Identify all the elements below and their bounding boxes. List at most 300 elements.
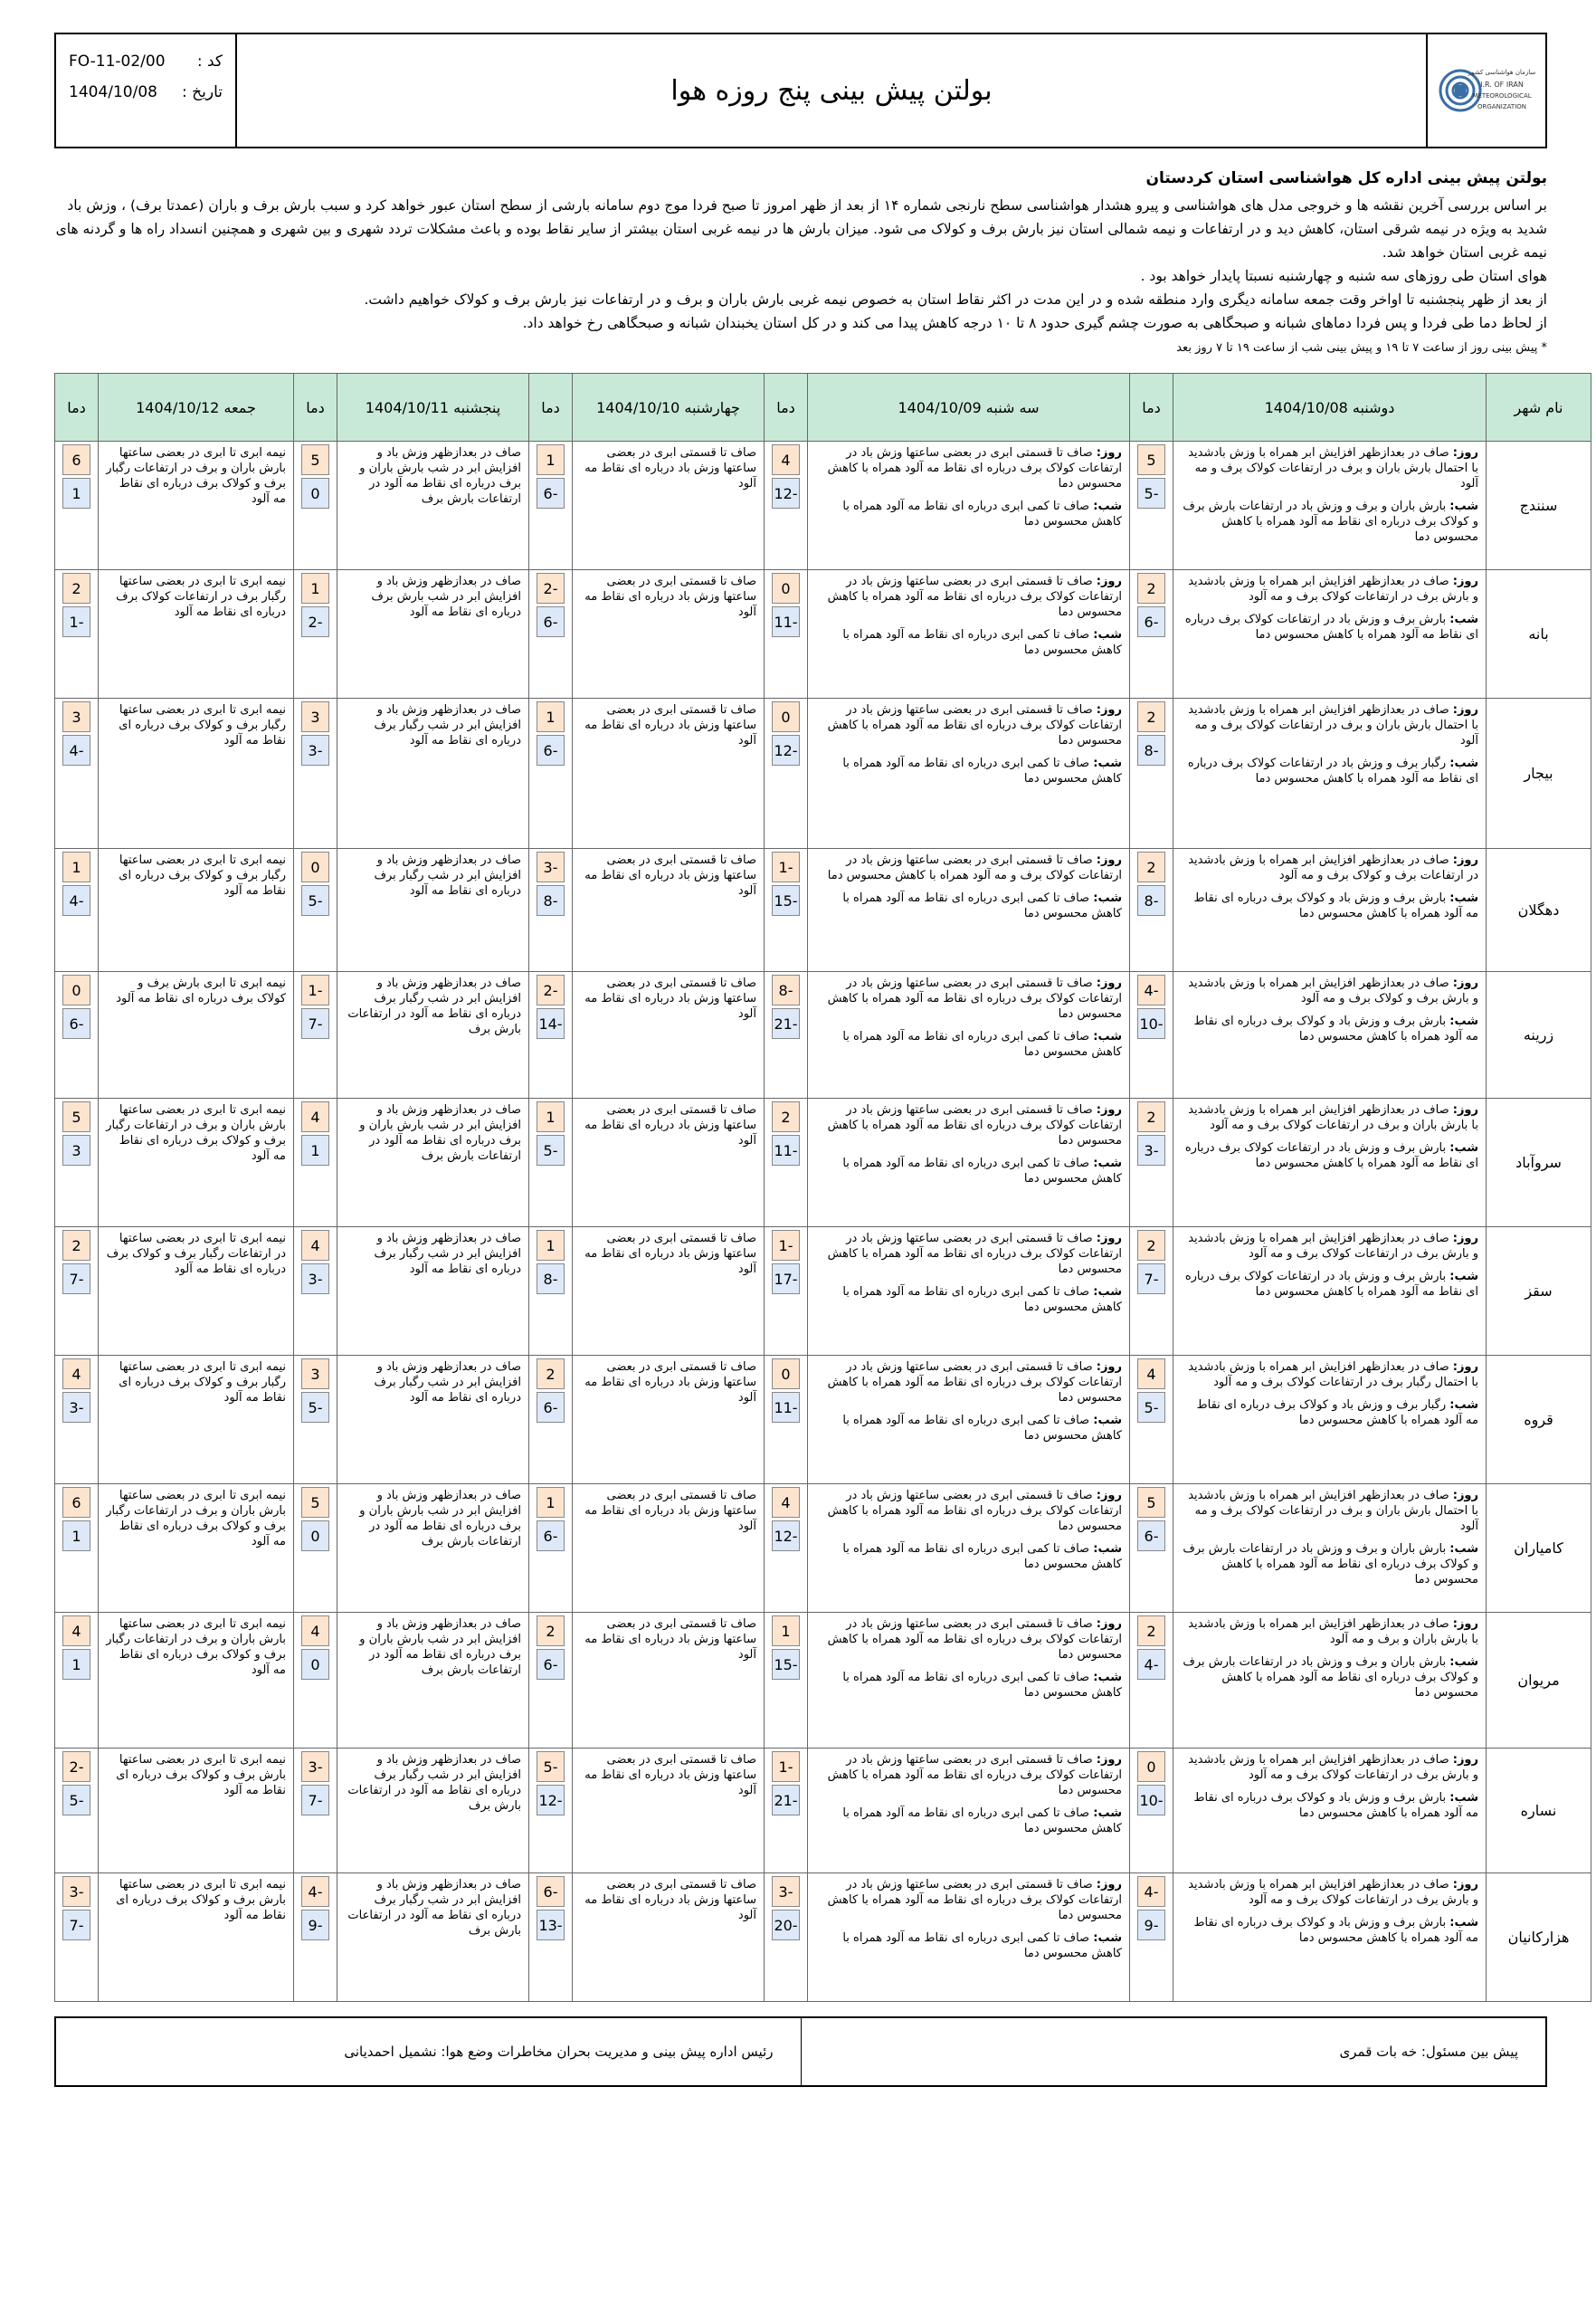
night-forecast: صاف تا کمی ابری درباره ای نقاط مه آلود همراه با کاهش محسوس دما bbox=[842, 1030, 1122, 1059]
day-forecast: صاف تا قسمتی ابری در بعضی ساعتها وزش باد در ارتفاعات کولاک برف درباره ای نقاط مه آلود همراه با کاهش محسوس دما bbox=[827, 1232, 1122, 1276]
temp-cell bbox=[765, 1613, 808, 1749]
max-temp: 4 bbox=[772, 1487, 800, 1518]
forecast-cell bbox=[337, 1356, 529, 1484]
max-temp: 2 bbox=[1137, 701, 1165, 732]
day-forecast: صاف تا قسمتی ابری در بعضی ساعتها وزش باد در ارتفاعات کولاک برف درباره ای نقاط مه آلود همراه با کاهش محسوس دما bbox=[827, 575, 1122, 619]
max-temp: 1 bbox=[537, 444, 565, 475]
day-label: روز: bbox=[1096, 977, 1122, 990]
city-header: نام شهر bbox=[1487, 374, 1591, 442]
max-temp: -1 bbox=[772, 852, 800, 882]
night-label: شب: bbox=[1093, 1414, 1122, 1427]
forecast-text: صاف تا قسمتی ابری در بعضی ساعتها وزش باد درباره ای نقاط مه آلود bbox=[584, 446, 756, 491]
forecast-cell bbox=[99, 1356, 294, 1484]
night-forecast: بارش برف و وزش باد در ارتفاعات کولاک برف درباره ای نقاط مه آلود همراه با کاهش محسوس دما bbox=[1184, 613, 1478, 642]
date-label: تاریخ : bbox=[182, 83, 223, 101]
night-forecast: بارش برف و وزش باد و کولاک برف درباره ای نقاط مه آلود همراه با کاهش محسوس دما bbox=[1193, 1916, 1478, 1945]
table-row bbox=[55, 442, 1591, 570]
night-forecast: بارش برف و وزش باد و کولاک برف درباره ای نقاط مه آلود همراه با کاهش محسوس دما bbox=[1193, 1791, 1478, 1820]
forecast-cell bbox=[99, 972, 294, 1099]
forecast-text: نیمه ابری تا ابری در بعضی ساعتها بارش باران و برف در ارتفاعات رگبار برف و کولاک برف درباره ای نقاط مه آلود bbox=[106, 446, 286, 506]
max-temp: -1 bbox=[772, 1230, 800, 1261]
min-temp: -7 bbox=[301, 1008, 329, 1039]
min-temp: -21 bbox=[772, 1785, 800, 1815]
min-temp: -12 bbox=[537, 1785, 565, 1815]
temp-cell bbox=[529, 972, 573, 1099]
day-forecast: صاف در بعدازظهر افزایش ابر همراه با وزش بادشدید و بارش برف در ارتفاعات کولاک برف و مه آلود bbox=[1188, 1878, 1478, 1907]
forecast-cell bbox=[573, 1356, 765, 1484]
intro-paragraph: هوای استان طی روزهای سه شنبه و چهارشنبه نسبتا پایدار خواهد بود . bbox=[1140, 268, 1547, 284]
forecast-cell bbox=[573, 699, 765, 849]
forecast-cell bbox=[1173, 570, 1487, 699]
forecast-cell bbox=[337, 972, 529, 1099]
temp-cell bbox=[55, 1873, 99, 2002]
temp-cell bbox=[765, 1749, 808, 1873]
temp-cell bbox=[55, 1099, 99, 1227]
temp-header: دما bbox=[765, 374, 808, 442]
night-forecast: صاف تا کمی ابری درباره ای نقاط مه آلود همراه با کاهش محسوس دما bbox=[842, 1157, 1122, 1186]
day-label: روز: bbox=[1096, 575, 1122, 588]
intro-paragraph: از لحاظ دما طی فردا و پس فردا دماهای شبانه و صبحگاهی به صورت چشم گیری حدود ۸ تا ۱۰ درجه کاهش پیدا می کند و در کل استان یخبندان شبانه و صبحگاهی رخ خواهد داد. bbox=[522, 315, 1547, 331]
forecast-text: صاف در بعدازظهر وزش باد و افزایش ابر در شب بارش برف درباره ای نقاط مه آلود bbox=[371, 575, 521, 619]
max-temp: -6 bbox=[537, 1876, 565, 1907]
temp-cell bbox=[765, 849, 808, 972]
forecast-cell bbox=[99, 1613, 294, 1749]
svg-text:ORGANIZATION: ORGANIZATION bbox=[1477, 103, 1527, 110]
night-forecast: بارش برف و وزش باد و کولاک برف درباره ای نقاط مه آلود همراه با کاهش محسوس دما bbox=[1193, 891, 1478, 920]
city-name: بیجار bbox=[1487, 699, 1591, 849]
forecast-cell bbox=[808, 442, 1130, 570]
max-temp: -4 bbox=[1137, 975, 1165, 1005]
min-temp: 1 bbox=[62, 478, 90, 509]
city-name: قروه bbox=[1487, 1356, 1591, 1484]
min-temp: -6 bbox=[537, 606, 565, 637]
temp-cell bbox=[294, 1484, 337, 1613]
day-forecast: صاف در بعدازظهر افزایش ابر همراه با وزش بادشدید با احتمال بارش باران و برف در ارتفاعات کولاک برف و مه آلود bbox=[1188, 446, 1478, 491]
night-label: شب: bbox=[1093, 500, 1122, 513]
forecast-cell bbox=[1173, 849, 1487, 972]
intro-paragraph: بر اساس بررسی آخرین نقشه ها و خروجی مدل های هواشناسی و پیرو هشدار هواشناسی سطح نارنجی شماره ۱۴ از بعد از ظهر امروز تا صبح فردا موج دوم سامانه بارشی از سطح استان عبور خواهد کرد و سبب بارش برف و باران (عمدتا برف) ، وزش باد شدید به ویژه در نیمه شرقی استان، کاهش دید و در ارتفاعات و نیمه شمالی استان نیز بارش برف و کولاک می شود. میزان بارش ها در نیمه غربی استان بیشتر از سایر نقاط بوده و باعث مشکلات تردد شهری و بین شهری و همچنین انسداد راه ها و گردنه های نیمه غربی استان خواهد شد. bbox=[55, 197, 1547, 261]
forecast-text: نیمه ابری تا ابری در بعضی ساعتها بارش برف و کولاک برف درباره ای نقاط مه آلود bbox=[116, 1753, 286, 1797]
intro-title: بولتن پیش بینی اداره کل هواشناسی استان کردستان bbox=[1145, 169, 1547, 187]
temp-header: دما bbox=[529, 374, 573, 442]
max-temp: 0 bbox=[301, 852, 329, 882]
min-temp: -6 bbox=[537, 1520, 565, 1551]
min-temp: -7 bbox=[1137, 1263, 1165, 1294]
forecast-cell bbox=[1173, 1227, 1487, 1356]
max-temp: 4 bbox=[301, 1101, 329, 1132]
forecast-text: نیمه ابری تا ابری در بعضی ساعتها در ارتفاعات رگبار برف و کولاک برف درباره ای نقاط مه آلود bbox=[106, 1232, 286, 1276]
max-temp: 1 bbox=[62, 852, 90, 882]
forecast-cell bbox=[99, 1099, 294, 1227]
max-temp: 2 bbox=[537, 1615, 565, 1646]
day-label: روز: bbox=[1452, 1232, 1478, 1245]
day-forecast: صاف تا قسمتی ابری در بعضی ساعتها وزش باد در ارتفاعات کولاک برف درباره ای نقاط مه آلود همراه با کاهش محسوس دما bbox=[827, 977, 1122, 1021]
forecast-cell bbox=[573, 972, 765, 1099]
day-label: روز: bbox=[1096, 853, 1122, 867]
forecast-text: صاف تا قسمتی ابری در بعضی ساعتها وزش باد درباره ای نقاط مه آلود bbox=[584, 575, 756, 619]
min-temp: 0 bbox=[301, 1520, 329, 1551]
min-temp: -11 bbox=[772, 606, 800, 637]
forecast-cell bbox=[337, 1484, 529, 1613]
min-temp: -6 bbox=[537, 1649, 565, 1680]
min-temp: -14 bbox=[537, 1008, 565, 1039]
temp-header: دما bbox=[1130, 374, 1173, 442]
doc-meta bbox=[56, 34, 237, 147]
temp-cell bbox=[55, 1484, 99, 1613]
table-row bbox=[55, 972, 1591, 1099]
max-temp: 0 bbox=[62, 975, 90, 1005]
forecast-cell bbox=[808, 699, 1130, 849]
temp-cell bbox=[529, 1356, 573, 1484]
min-temp: -5 bbox=[301, 885, 329, 916]
min-temp: -6 bbox=[537, 1392, 565, 1423]
max-temp: 2 bbox=[62, 1230, 90, 1261]
night-label: شب: bbox=[1449, 1141, 1478, 1155]
day-label: روز: bbox=[1096, 1489, 1122, 1502]
max-temp: 2 bbox=[772, 1101, 800, 1132]
min-temp: -12 bbox=[772, 478, 800, 509]
forecast-text: نیمه ابری تا ابری در بعضی ساعتها بارش باران و برف در ارتفاعات رگبار برف و کولاک برف درباره ای نقاط مه آلود bbox=[106, 1617, 286, 1677]
night-forecast: صاف تا کمی ابری درباره ای نقاط مه آلود همراه با کاهش محسوس دما bbox=[842, 1285, 1122, 1314]
forecast-cell bbox=[99, 442, 294, 570]
max-temp: 2 bbox=[1137, 852, 1165, 882]
temp-cell bbox=[529, 699, 573, 849]
forecast-cell bbox=[337, 570, 529, 699]
min-temp: -11 bbox=[772, 1135, 800, 1166]
min-temp: -17 bbox=[772, 1263, 800, 1294]
night-forecast: بارش برف و وزش باد در ارتفاعات کولاک برف درباره ای نقاط مه آلود همراه با کاهش محسوس دما bbox=[1184, 1141, 1478, 1170]
night-label: شب: bbox=[1449, 1398, 1478, 1412]
city-name: دهگلان bbox=[1487, 849, 1591, 972]
forecast-cell bbox=[337, 1873, 529, 2002]
min-temp: -3 bbox=[1137, 1135, 1165, 1166]
max-temp: 3 bbox=[301, 1358, 329, 1389]
max-temp: -3 bbox=[301, 1751, 329, 1782]
night-forecast: صاف تا کمی ابری درباره ای نقاط مه آلود همراه با کاهش محسوس دما bbox=[842, 891, 1122, 920]
city-name: کامیاران bbox=[1487, 1484, 1591, 1613]
max-temp: 5 bbox=[301, 1487, 329, 1518]
min-temp: -7 bbox=[301, 1785, 329, 1815]
temp-cell bbox=[1130, 1356, 1173, 1484]
day-forecast: صاف در بعدازظهر افزایش ابر همراه با وزش بادشدید با احتمال بارش باران و برف در ارتفاعات کولاک برف و مه آلود bbox=[1188, 1489, 1478, 1533]
forecast-cell bbox=[573, 570, 765, 699]
night-label: شب: bbox=[1093, 1806, 1122, 1820]
night-forecast: بارش باران و برف و وزش باد در ارتفاعات بارش برف و کولاک برف درباره ای نقاط مه آلود همراه با کاهش محسوس دما bbox=[1183, 500, 1478, 544]
night-forecast: رگبار برف و وزش باد و کولاک برف درباره ای نقاط مه آلود همراه با کاهش محسوس دما bbox=[1196, 1398, 1478, 1427]
night-forecast: بارش برف و وزش باد و کولاک برف درباره ای نقاط مه آلود همراه با کاهش محسوس دما bbox=[1193, 1015, 1478, 1043]
forecast-cell bbox=[337, 442, 529, 570]
head-signature: رئیس اداره پیش بینی و مدیریت بحران مخاطرات وضع هوا: نشمیل احمدیانی bbox=[344, 2044, 774, 2060]
forecast-text: صاف تا قسمتی ابری در بعضی ساعتها وزش باد درباره ای نقاط مه آلود bbox=[584, 1753, 756, 1797]
temp-cell bbox=[765, 1356, 808, 1484]
temp-cell bbox=[1130, 1749, 1173, 1873]
forecast-cell bbox=[573, 849, 765, 972]
temp-cell bbox=[529, 1099, 573, 1227]
bulletin-header bbox=[54, 33, 1547, 148]
day-forecast: صاف در بعدازظهر افزایش ابر همراه با وزش بادشدید با احتمال رگبار برف در ارتفاعات کولاک برف و مه آلود bbox=[1188, 1360, 1478, 1389]
temp-cell bbox=[529, 1873, 573, 2002]
forecast-cell bbox=[808, 1873, 1130, 2002]
forecast-text: صاف در بعدازظهر وزش باد و افزایش ابر در شب رگبار برف درباره ای نقاط مه آلود در ارتفاعات بارش برف bbox=[347, 977, 521, 1036]
min-temp: -6 bbox=[537, 735, 565, 766]
forecast-cell bbox=[99, 849, 294, 972]
min-temp: -20 bbox=[772, 1910, 800, 1940]
min-temp: -9 bbox=[1137, 1910, 1165, 1940]
forecast-text: صاف تا قسمتی ابری در بعضی ساعتها وزش باد درباره ای نقاط مه آلود bbox=[584, 1360, 756, 1405]
max-temp: 3 bbox=[301, 701, 329, 732]
day-label: روز: bbox=[1096, 703, 1122, 717]
forecast-cell bbox=[337, 1613, 529, 1749]
temp-cell bbox=[529, 849, 573, 972]
forecast-cell bbox=[808, 1099, 1130, 1227]
min-temp: -7 bbox=[62, 1910, 90, 1940]
forecast-cell bbox=[337, 1227, 529, 1356]
table-row bbox=[55, 1613, 1591, 1749]
temp-cell bbox=[1130, 1613, 1173, 1749]
day-forecast: صاف تا قسمتی ابری در بعضی ساعتها وزش باد در ارتفاعات کولاک برف درباره ای نقاط مه آلود همراه با کاهش محسوس دما bbox=[827, 1617, 1122, 1662]
night-label: شب: bbox=[1093, 1671, 1122, 1684]
min-temp: -12 bbox=[772, 735, 800, 766]
temp-cell bbox=[55, 1749, 99, 1873]
temp-cell bbox=[294, 1227, 337, 1356]
table-row bbox=[55, 1227, 1591, 1356]
night-label: شب: bbox=[1093, 1542, 1122, 1556]
day-forecast: صاف تا قسمتی ابری در بعضی ساعتها وزش باد در ارتفاعات کولاک برف درباره ای نقاط مه آلود همراه با کاهش محسوس دما bbox=[827, 703, 1122, 748]
forecast-text: صاف در بعدازظهر وزش باد و افزایش ابر در شب رگبار برف درباره ای نقاط مه آلود bbox=[374, 703, 521, 748]
max-temp: 6 bbox=[62, 1487, 90, 1518]
temp-cell bbox=[1130, 699, 1173, 849]
forecast-cell bbox=[1173, 1613, 1487, 1749]
day-forecast: صاف تا قسمتی ابری در بعضی ساعتها وزش باد در ارتفاعات کولاک برف درباره ای نقاط مه آلود همراه با کاهش محسوس دما bbox=[827, 446, 1122, 491]
night-label: شب: bbox=[1093, 757, 1122, 770]
max-temp: 2 bbox=[62, 573, 90, 604]
night-label: شب: bbox=[1093, 1157, 1122, 1170]
forecast-cell bbox=[573, 1484, 765, 1613]
max-temp: 1 bbox=[537, 1487, 565, 1518]
max-temp: 2 bbox=[1137, 1101, 1165, 1132]
night-label: شب: bbox=[1449, 757, 1478, 770]
bulletin-title: بولتن پیش بینی پنج روزه هوا bbox=[237, 34, 1428, 147]
forecast-cell bbox=[99, 1484, 294, 1613]
temp-cell bbox=[765, 1227, 808, 1356]
min-temp: -2 bbox=[301, 606, 329, 637]
day-label: روز: bbox=[1452, 1489, 1478, 1502]
max-temp: -2 bbox=[537, 975, 565, 1005]
date-value: 1404/10/08 bbox=[69, 83, 157, 101]
forecast-cell bbox=[573, 1749, 765, 1873]
forecast-cell bbox=[1173, 442, 1487, 570]
min-temp: -5 bbox=[301, 1392, 329, 1423]
min-temp: -8 bbox=[537, 1263, 565, 1294]
day-forecast: صاف در بعدازظهر افزایش ابر همراه با وزش بادشدید و بارش برف در ارتفاعات کولاک برف و مه آلود bbox=[1188, 1232, 1478, 1261]
forecast-text: نیمه ابری تا ابری در بعضی ساعتها رگبار برف و کولاک برف درباره ای نقاط مه آلود bbox=[119, 1360, 286, 1405]
forecast-cell bbox=[808, 1356, 1130, 1484]
max-temp: -8 bbox=[772, 975, 800, 1005]
min-temp: -3 bbox=[301, 1263, 329, 1294]
forecast-cell bbox=[337, 1099, 529, 1227]
forecast-text: صاف در بعدازظهر وزش باد و افزایش ابر در شب رگبار برف درباره ای نقاط مه آلود bbox=[374, 1360, 521, 1405]
forecast-text: صاف در بعدازظهر وزش باد و افزایش ابر در شب بارش باران و برف درباره ای نقاط مه آلود در ارتفاعات بارش برف bbox=[359, 1489, 521, 1548]
forecast-cell bbox=[573, 1099, 765, 1227]
max-temp: 4 bbox=[301, 1615, 329, 1646]
forecast-cell bbox=[808, 849, 1130, 972]
min-temp: 1 bbox=[62, 1649, 90, 1680]
day-forecast: صاف در بعدازظهر افزایش ابر همراه با وزش بادشدید و بارش برف و کولاک برف و مه آلود bbox=[1188, 977, 1478, 1005]
table-row bbox=[55, 570, 1591, 699]
forecast-text: صاف در بعدازظهر وزش باد و افزایش ابر در شب رگبار برف درباره ای نقاط مه آلود bbox=[374, 853, 521, 898]
max-temp: 1 bbox=[537, 1230, 565, 1261]
day-label: روز: bbox=[1096, 1232, 1122, 1245]
forecast-text: صاف در بعدازظهر وزش باد و افزایش ابر در شب رگبار برف درباره ای نقاط مه آلود در ارتفاعات بارش برف bbox=[347, 1878, 521, 1938]
night-forecast: صاف تا کمی ابری درباره ای نقاط مه آلود همراه با کاهش محسوس دما bbox=[842, 1542, 1122, 1571]
temp-header: دما bbox=[294, 374, 337, 442]
max-temp: 5 bbox=[301, 444, 329, 475]
table-header-row bbox=[55, 374, 1591, 442]
night-label: شب: bbox=[1449, 1916, 1478, 1930]
night-label: شب: bbox=[1449, 1655, 1478, 1669]
temp-cell bbox=[294, 1613, 337, 1749]
max-temp: 5 bbox=[62, 1101, 90, 1132]
max-temp: -5 bbox=[537, 1751, 565, 1782]
night-forecast: بارش برف و وزش باد در ارتفاعات کولاک برف درباره ای نقاط مه آلود همراه با کاهش محسوس دما bbox=[1184, 1270, 1478, 1299]
temp-cell bbox=[765, 972, 808, 1099]
temp-cell bbox=[1130, 1227, 1173, 1356]
city-name: بانه bbox=[1487, 570, 1591, 699]
forecast-text: نیمه ابری تا ابری در بعضی ساعتها بارش باران و برف در ارتفاعات رگبار برف و کولاک برف درباره ای نقاط مه آلود bbox=[106, 1103, 286, 1163]
night-label: شب: bbox=[1093, 891, 1122, 905]
forecast-cell bbox=[573, 1613, 765, 1749]
max-temp: 2 bbox=[537, 1358, 565, 1389]
night-forecast: صاف تا کمی ابری درباره ای نقاط مه آلود همراه با کاهش محسوس دما bbox=[842, 1806, 1122, 1835]
forecast-text: صاف در بعدازظهر وزش باد و افزایش ابر در شب بارش باران و برف درباره ای نقاط مه آلود در ارتفاعات بارش برف bbox=[359, 1103, 521, 1163]
max-temp: 4 bbox=[301, 1230, 329, 1261]
min-temp: -3 bbox=[62, 1392, 90, 1423]
night-forecast: صاف تا کمی ابری درباره ای نقاط مه آلود همراه با کاهش محسوس دما bbox=[842, 628, 1122, 657]
forecast-text: صاف تا قسمتی ابری در بعضی ساعتها وزش باد درباره ای نقاط مه آلود bbox=[584, 1878, 756, 1922]
intro-paragraph: از بعد از ظهر پنجشنبه تا اواخر وقت جمعه سامانه دیگری وارد منطقه شده و در این مدت در اکثر نقاط استان به خصوص نیمه غربی بارش باران و برف و در ارتفاعات نیز بارش برف و کولاک خواهیم داشت. bbox=[364, 291, 1547, 308]
day-label: روز: bbox=[1452, 703, 1478, 717]
day-forecast: صاف در بعدازظهر افزایش ابر همراه با وزش بادشدید با بارش باران و برف و مه آلود bbox=[1188, 1617, 1478, 1646]
table-row bbox=[55, 1484, 1591, 1613]
day-label: روز: bbox=[1452, 853, 1478, 867]
min-temp: -15 bbox=[772, 1649, 800, 1680]
day-forecast: صاف تا قسمتی ابری در بعضی ساعتها وزش باد در ارتفاعات کولاک برف درباره ای نقاط مه آلود همراه با کاهش محسوس دما bbox=[827, 1103, 1122, 1148]
day-forecast: صاف تا قسمتی ابری در بعضی ساعتها وزش باد در ارتفاعات کولاک برف و مه آلود همراه با کاهش محسوس دما bbox=[827, 853, 1122, 882]
forecast-text: صاف تا قسمتی ابری در بعضی ساعتها وزش باد درباره ای نقاط مه آلود bbox=[584, 1489, 756, 1533]
day-label: روز: bbox=[1452, 1878, 1478, 1891]
max-temp: 4 bbox=[62, 1615, 90, 1646]
day-label: روز: bbox=[1096, 1360, 1122, 1374]
min-temp: -7 bbox=[62, 1263, 90, 1294]
max-temp: 1 bbox=[537, 701, 565, 732]
temp-cell bbox=[1130, 1099, 1173, 1227]
forecast-cell bbox=[99, 1873, 294, 2002]
day-label: روز: bbox=[1452, 575, 1478, 588]
max-temp: 1 bbox=[537, 1101, 565, 1132]
min-temp: 1 bbox=[301, 1135, 329, 1166]
day-forecast: صاف در بعدازظهر افزایش ابر همراه با وزش بادشدید با احتمال بارش باران و برف در ارتفاعات کولاک برف و مه آلود bbox=[1188, 703, 1478, 748]
forecast-text: نیمه ابری تا ابری بارش برف و کولاک برف درباره ای نقاط مه آلود bbox=[116, 977, 286, 1005]
min-temp: -9 bbox=[301, 1910, 329, 1940]
max-temp: 2 bbox=[1137, 1615, 1165, 1646]
forecast-text: نیمه ابری تا ابری در بعضی ساعتها بارش برف و کولاک برف درباره ای نقاط مه آلود bbox=[116, 1878, 286, 1922]
min-temp: -6 bbox=[1137, 606, 1165, 637]
temp-cell bbox=[1130, 570, 1173, 699]
min-temp: -11 bbox=[772, 1392, 800, 1423]
forecast-text: نیمه ابری تا ابری در بعضی ساعتها رگبار برف در ارتفاعات کولاک برف درباره ای نقاط مه آلود bbox=[116, 575, 286, 619]
city-name: مریوان bbox=[1487, 1613, 1591, 1749]
city-name: هزارکانیان bbox=[1487, 1873, 1591, 2002]
max-temp: 1 bbox=[301, 573, 329, 604]
min-temp: -6 bbox=[1137, 1520, 1165, 1551]
forecast-cell bbox=[808, 570, 1130, 699]
min-temp: -15 bbox=[772, 885, 800, 916]
forecast-text: نیمه ابری تا ابری در بعضی ساعتها بارش باران و برف در ارتفاعات رگبار برف و کولاک برف درباره ای نقاط مه آلود bbox=[106, 1489, 286, 1548]
max-temp: -1 bbox=[772, 1751, 800, 1782]
night-label: شب: bbox=[1449, 613, 1478, 626]
svg-text:METEOROLOGICAL: METEOROLOGICAL bbox=[1472, 92, 1532, 100]
city-name: سنندج bbox=[1487, 442, 1591, 570]
forecast-text: نیمه ابری تا ابری در بعضی ساعتها رگبار برف و کولاک برف درباره ای نقاط مه آلود bbox=[119, 853, 286, 898]
min-temp: -6 bbox=[62, 1008, 90, 1039]
min-temp: -5 bbox=[1137, 1392, 1165, 1423]
night-label: شب: bbox=[1093, 628, 1122, 642]
temp-cell bbox=[765, 1484, 808, 1613]
night-label: شب: bbox=[1449, 891, 1478, 905]
forecast-cell bbox=[1173, 1099, 1487, 1227]
forecast-text: صاف در بعدازظهر وزش باد و افزایش ابر در شب بارش باران و برف درباره ای نقاط مه آلود در ارتفاعات بارش برف bbox=[359, 446, 521, 506]
forecast-text: صاف تا قسمتی ابری در بعضی ساعتها وزش باد درباره ای نقاط مه آلود bbox=[584, 1232, 756, 1276]
night-forecast: بارش باران و برف و وزش باد در ارتفاعات بارش برف و کولاک برف درباره ای نقاط مه آلود همراه با کاهش محسوس دما bbox=[1183, 1655, 1478, 1700]
day-label: روز: bbox=[1452, 446, 1478, 460]
min-temp: -4 bbox=[62, 735, 90, 766]
bulletin-footer bbox=[54, 2016, 1547, 2087]
temp-cell bbox=[529, 1613, 573, 1749]
temp-cell bbox=[529, 442, 573, 570]
forecast-cell bbox=[337, 699, 529, 849]
night-forecast: صاف تا کمی ابری درباره ای نقاط مه آلود همراه با کاهش محسوس دما bbox=[842, 1414, 1122, 1443]
forecast-text: صاف در بعدازظهر وزش باد و افزایش ابر در شب رگبار برف درباره ای نقاط مه آلود در ارتفاعات بارش برف bbox=[347, 1753, 521, 1813]
temp-cell bbox=[765, 442, 808, 570]
temp-cell bbox=[1130, 849, 1173, 972]
min-temp: -8 bbox=[1137, 885, 1165, 916]
table-row bbox=[55, 1099, 1591, 1227]
max-temp: -2 bbox=[62, 1751, 90, 1782]
max-temp: 4 bbox=[62, 1358, 90, 1389]
min-temp: -5 bbox=[62, 1785, 90, 1815]
forecast-cell bbox=[808, 1749, 1130, 1873]
city-name: سقز bbox=[1487, 1227, 1591, 1356]
max-temp: 3 bbox=[62, 701, 90, 732]
code-value: FO-11-02/00 bbox=[69, 52, 166, 71]
max-temp: 5 bbox=[1137, 1487, 1165, 1518]
day-forecast: صاف تا قسمتی ابری در بعضی ساعتها وزش باد در ارتفاعات کولاک برف درباره ای نقاط مه آلود همراه با کاهش محسوس دما bbox=[827, 1360, 1122, 1405]
temp-cell bbox=[765, 1099, 808, 1227]
table-row bbox=[55, 1356, 1591, 1484]
max-temp: 1 bbox=[772, 1615, 800, 1646]
day-label: روز: bbox=[1096, 446, 1122, 460]
temp-cell bbox=[294, 442, 337, 570]
min-temp: -8 bbox=[1137, 735, 1165, 766]
day-label: روز: bbox=[1452, 977, 1478, 990]
day-label: روز: bbox=[1452, 1753, 1478, 1767]
forecast-cell bbox=[99, 1227, 294, 1356]
temp-cell bbox=[294, 972, 337, 1099]
forecast-cell bbox=[808, 1227, 1130, 1356]
forecast-cell bbox=[1173, 1484, 1487, 1613]
max-temp: -3 bbox=[537, 852, 565, 882]
forecast-cell bbox=[573, 1873, 765, 2002]
